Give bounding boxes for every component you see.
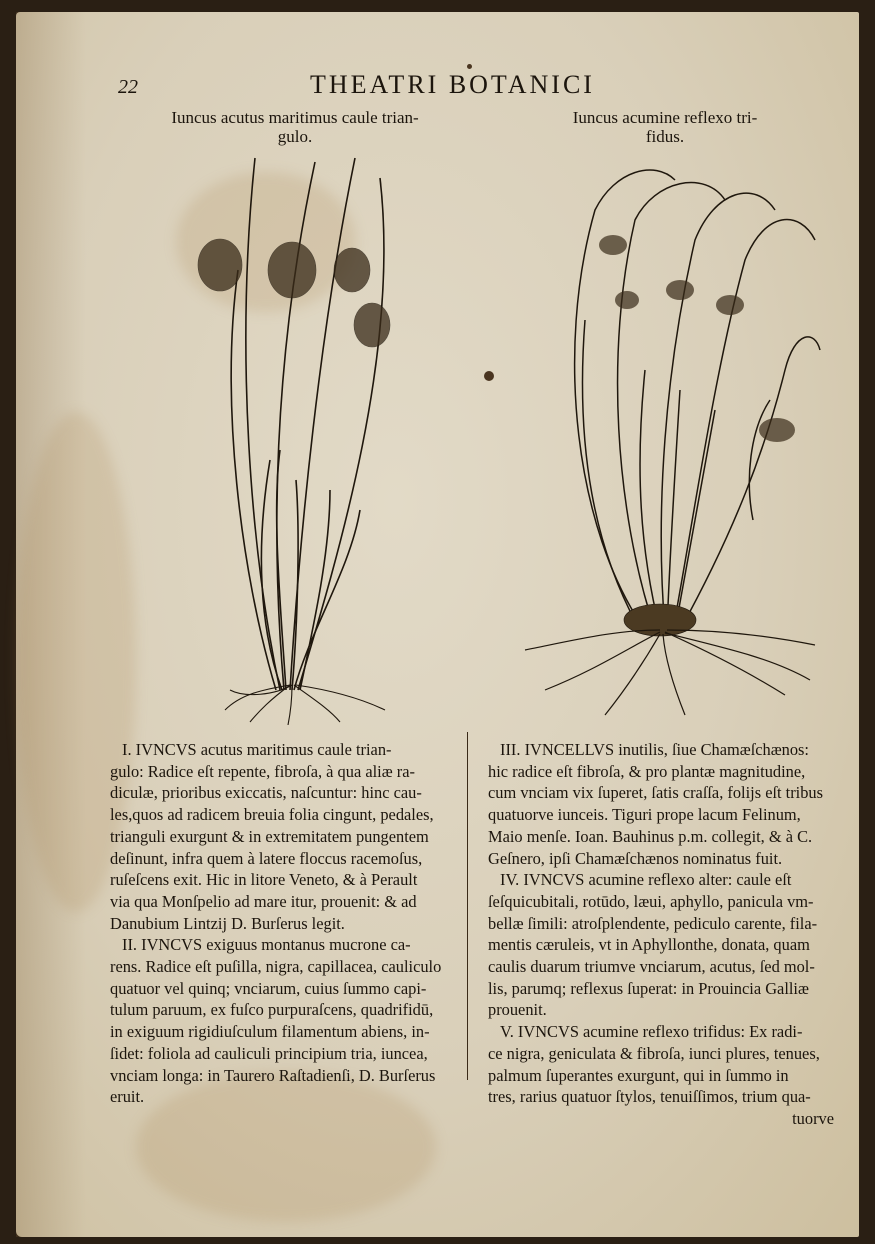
figure-caption-1 — [150, 108, 440, 146]
text-line: tulum paruum, ex fuſco purpuraſcens, quadrifidū, — [110, 1000, 434, 1020]
text-line: trianguli exurgunt & in extremitatem pungentem — [110, 826, 429, 846]
text-line: rens. Radice eſt puſilla, nigra, capillacea, cauliculo — [110, 957, 442, 977]
text-line: bellæ ſimili: atroſplendente, pediculo carente, fila- — [488, 913, 818, 933]
text-line: ſeſquicubitali, rotūdo, læui, aphyllo, panicula vm- — [488, 891, 814, 911]
text-line: V. IVNCVS acumine reflexo trifidus: Ex radi- — [500, 1022, 803, 1042]
text-line: via qua Monſpelio ad mare itur, prouenit: & ad — [110, 891, 417, 911]
text-line: prouenit. — [488, 1000, 547, 1020]
text-line: IV. IVNCVS acumine reflexo alter: caule eſt — [500, 870, 792, 890]
caption-line: Iuncus acutus maritimus caule trian- — [171, 108, 419, 127]
juncus-triangular-plant-icon — [180, 150, 410, 725]
caption-line: Iuncus acumine reflexo tri- — [572, 108, 758, 127]
text-line: ruſeſcens exit. Hic in litore Veneto, & à Perault — [110, 870, 418, 890]
text-line: vnciam longa: in Taurero Raſtadienſi, D. Burſerus — [110, 1065, 436, 1085]
text-line: palmum ſuperantes exurgunt, qui in ſummo in — [488, 1065, 789, 1085]
text-line: quatuor vel quinq; vnciarum, cuius ſummo capi- — [110, 978, 427, 998]
text-line: gulo: Radice eſt repente, fibroſa, à qua aliæ ra- — [110, 761, 415, 781]
text-line: ſidet: foliola ad cauliculi principium tria, iuncea, — [110, 1043, 428, 1063]
text-line: hic radice eſt fibroſa, & pro plantæ magnitudine, — [488, 761, 806, 781]
caption-line: gulo. — [277, 127, 313, 146]
ink-spot — [467, 64, 472, 69]
caption-line: fidus. — [645, 127, 685, 146]
text-line: diculæ, prioribus exiccatis, naſcuntur: hinc cau- — [110, 783, 422, 803]
text-column-right — [488, 739, 834, 1130]
page-number: 22 — [118, 76, 138, 98]
text-line: Geſnero, ipſi Chamæſchænos nominatus fuit. — [488, 848, 783, 868]
text-line: eruit. — [110, 1087, 145, 1107]
text-line: in exiguum rigidiuſculum filamentum abiens, in- — [110, 1022, 430, 1042]
text-line: deſinunt, infra quem à latere floccus racemoſus, — [110, 848, 423, 868]
text-line: caulis duarum triumve vnciarum, acutus, ſed mol- — [488, 957, 815, 977]
ink-spot — [484, 371, 494, 381]
figure-caption-2 — [540, 108, 790, 146]
column-divider — [467, 732, 468, 1080]
text-line: ce nigra, geniculata & fibroſa, iunci plures, tenues, — [488, 1043, 820, 1063]
text-line: I. IVNCVS acutus maritimus caule trian- — [122, 740, 392, 759]
text-line: cum vnciam vix ſuperet, ſatis craſſa, folijs eſt tribus — [488, 783, 824, 803]
text-line: les,quos ad radicem breuia folia cingunt, pedales, — [110, 805, 434, 825]
text-line: Maio menſe. Ioan. Bauhinus p.m. collegit, & à C. — [488, 826, 813, 846]
text-line: lis, parumq; reflexus ſuperat: in Prouincia Galliæ — [488, 978, 809, 998]
text-line: II. IVNCVS exiguus montanus mucrone ca- — [122, 935, 411, 955]
juncus-reflexo-plant-icon — [515, 150, 825, 720]
text-line: Danubium Lintzij D. Burſerus legit. — [110, 913, 345, 933]
text-column-left — [110, 739, 466, 1108]
running-head: THEATRI BOTANICI — [310, 70, 595, 99]
text-line: tres, rarius quatuor ſtylos, tenuiſſimos, trium qua- — [488, 1087, 811, 1107]
catchword: tuorve — [792, 1108, 834, 1128]
text-line: quatuorve iunceis. Tiguri prope lacum Felinum, — [488, 805, 801, 825]
text-line: mentis cæruleis, vt in Aphyllonthe, donata, quam — [488, 935, 810, 955]
text-line: III. IVNCELLVS inutilis, ſiue Chamæſchænos: — [500, 740, 809, 759]
